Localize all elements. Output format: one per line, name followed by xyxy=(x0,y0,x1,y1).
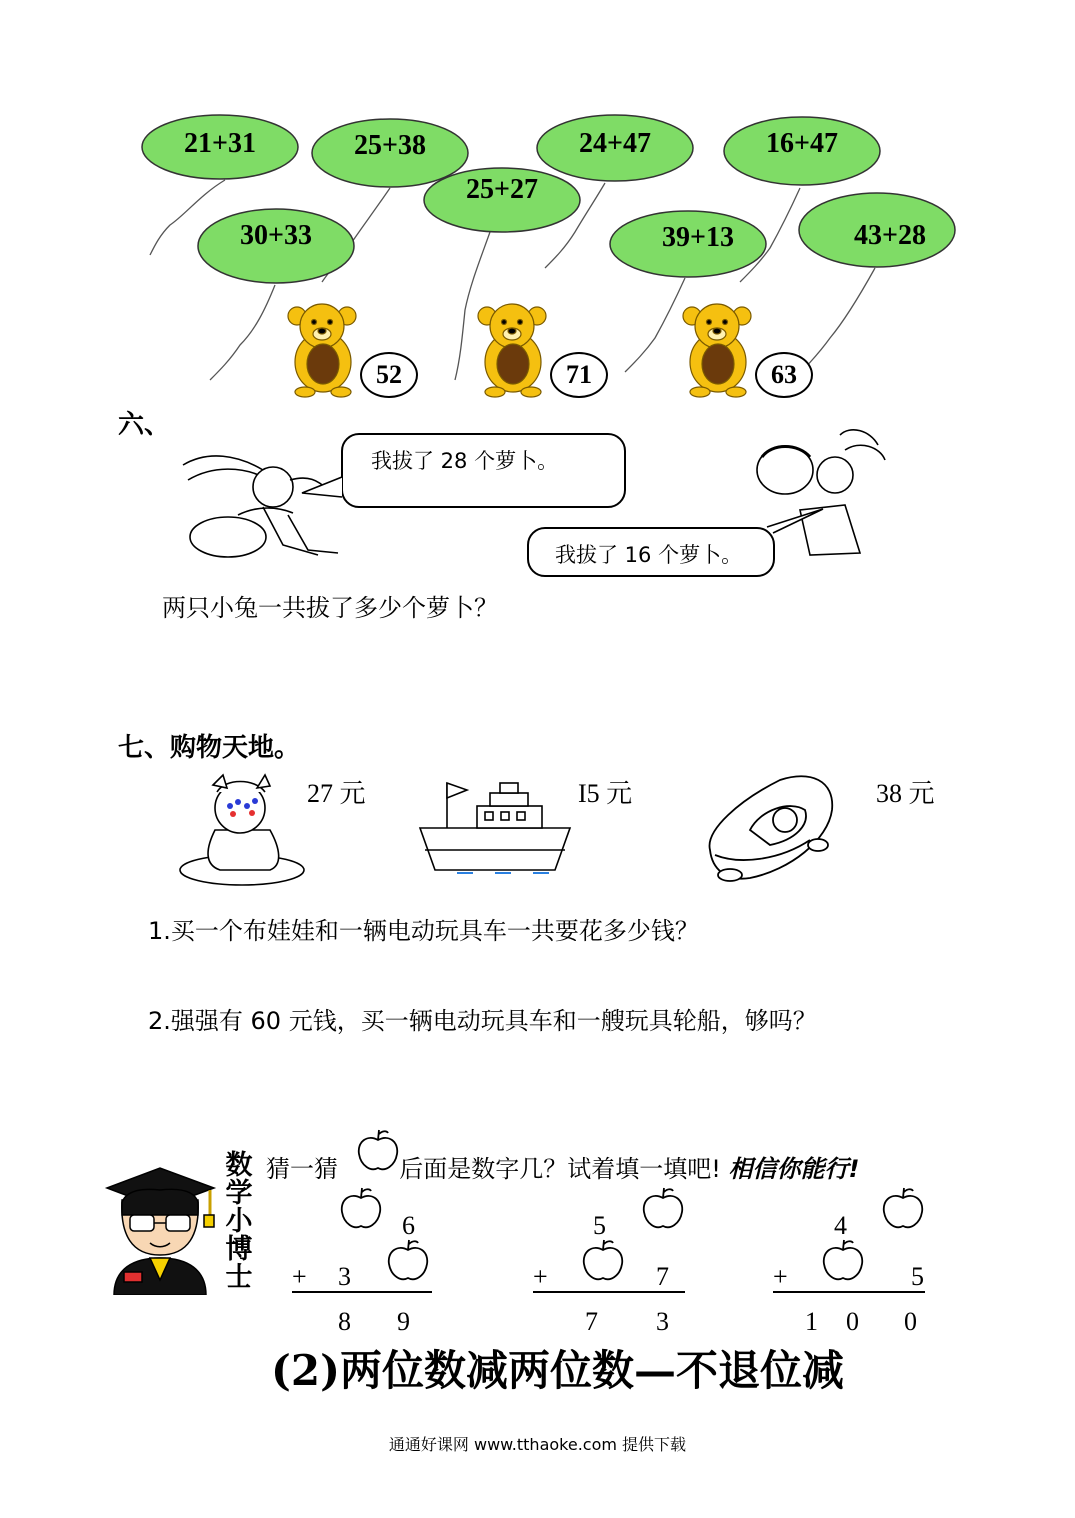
balloon-expression: 16+47 xyxy=(766,128,838,159)
apple-icon xyxy=(338,1186,384,1232)
section-7-question-2: 2.强强有 60 元钱，买一辆电动玩具车和一艘玩具轮船，够吗？ xyxy=(148,1007,817,1035)
apple-icon xyxy=(355,1128,401,1174)
footer-credit: 通通好课网 www.tthaoke.com 提供下载 xyxy=(388,1435,687,1454)
balloon xyxy=(422,166,582,234)
ship-price: I5 元 xyxy=(578,779,633,808)
section-7-question-1: 1.买一个布娃娃和一辆电动玩具车一共要花多少钱？ xyxy=(148,917,699,945)
bubble-tail-left xyxy=(300,475,350,505)
problem-2-result-ones: 3 xyxy=(656,1307,669,1336)
problem-2-plus: + xyxy=(533,1262,548,1291)
problem-1-second-tens: 3 xyxy=(338,1262,351,1291)
label-char: 小 xyxy=(225,1206,253,1237)
problem-3-top-tens: 4 xyxy=(834,1211,847,1240)
problem-3-result-ones: 0 xyxy=(904,1307,917,1336)
lesson-title: (2)两位数减两位数—不退位减 xyxy=(271,1346,844,1395)
apple-icon xyxy=(385,1238,431,1284)
label-char: 学 xyxy=(225,1178,253,1209)
bear-number: 63 xyxy=(755,352,813,398)
section-7-heading: 七、购物天地。 xyxy=(118,733,301,763)
label-char: 士 xyxy=(225,1262,253,1293)
intro-text-b: 后面是数字几？试着填一填吧! xyxy=(399,1155,721,1183)
doll-price: 27 元 xyxy=(307,779,366,808)
balloon-expression: 30+33 xyxy=(240,220,312,251)
apple-icon xyxy=(640,1186,686,1232)
problem-2-second-ones: 7 xyxy=(656,1262,669,1291)
intro-emphasis: 相信你能行! xyxy=(728,1155,860,1183)
intro-text-a: 猜一猜 xyxy=(266,1155,338,1183)
section-6-heading: 六、 xyxy=(118,410,171,440)
balloon xyxy=(608,208,768,280)
doll-icon xyxy=(175,770,310,890)
math-doctor-label xyxy=(224,1152,254,1292)
bear-number: 52 xyxy=(360,352,418,398)
problem-1-plus: + xyxy=(292,1262,307,1291)
balloon xyxy=(140,112,300,182)
section-6-question: 两只小兔一共拔了多少个萝卜？ xyxy=(162,594,498,622)
label-char: 数 xyxy=(225,1150,253,1181)
apple-icon xyxy=(580,1238,626,1284)
problem-2-result-tens: 7 xyxy=(585,1307,598,1336)
speech-bubble-right: 我拔了 16 个萝卜。 xyxy=(527,527,775,577)
problem-3-result-tens: 0 xyxy=(846,1307,859,1336)
label-char: 博 xyxy=(225,1234,253,1265)
balloon-expression: 39+13 xyxy=(662,222,734,253)
bubble-tail-right xyxy=(765,505,825,535)
problem-3-plus: + xyxy=(773,1262,788,1291)
toy-car-icon xyxy=(700,770,840,885)
balloon-expression: 25+38 xyxy=(354,130,426,161)
ship-icon xyxy=(415,778,575,878)
problem-1-result-tens: 8 xyxy=(338,1307,351,1336)
speech-bubble-left: 我拔了 28 个萝卜。 xyxy=(341,433,626,508)
balloon xyxy=(797,190,957,270)
problem-2-rule xyxy=(533,1291,685,1293)
apple-icon xyxy=(880,1186,926,1232)
doctor-character-icon xyxy=(102,1160,220,1295)
problem-3-rule xyxy=(773,1291,925,1293)
problem-1-top-ones: 6 xyxy=(402,1211,415,1240)
problem-1-rule xyxy=(292,1291,432,1293)
balloon-expression: 24+47 xyxy=(579,128,651,159)
car-price: 38 元 xyxy=(876,779,935,808)
apple-icon xyxy=(820,1238,866,1284)
balloon-expression: 21+31 xyxy=(184,128,256,159)
problem-1-result-ones: 9 xyxy=(397,1307,410,1336)
problem-3-second-ones: 5 xyxy=(911,1262,924,1291)
problem-2-top-tens: 5 xyxy=(593,1211,606,1240)
bear-icon xyxy=(678,300,758,398)
bear-icon xyxy=(473,300,553,398)
problem-3-result-hundreds: 1 xyxy=(805,1307,818,1336)
balloon-expression: 25+27 xyxy=(466,174,538,205)
balloon xyxy=(196,206,356,286)
balloon-expression: 43+28 xyxy=(854,220,926,251)
bear-number: 71 xyxy=(550,352,608,398)
balloon xyxy=(722,114,882,188)
bear-icon xyxy=(283,300,363,398)
